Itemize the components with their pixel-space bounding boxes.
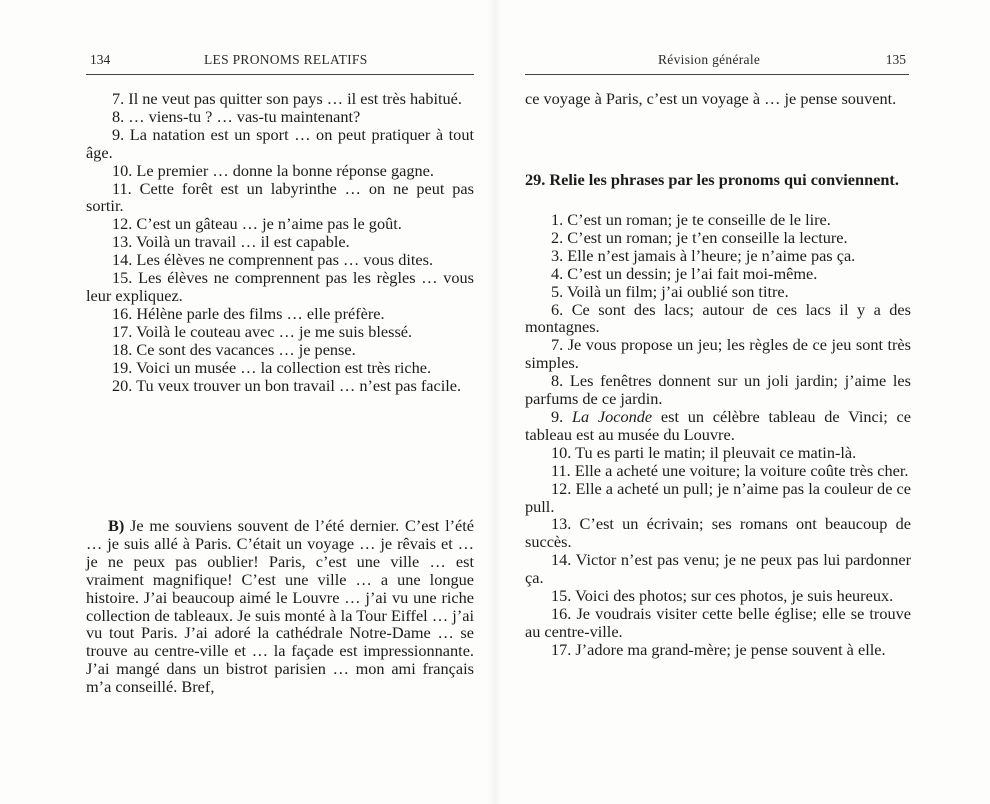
section-b-text: Je me souviens souvent de l’été dernier. C’est l’été … je suis allé à Paris. C’était un voyage … je rêvais et … je ne peux pas oublier! Paris, c’est une ville … est vraiment magnifique! C’est une ville … a une longue histoire. J’ai beaucoup aimé le Louvre … j’ai vu une riche collection de tableaux. Je suis monté à la Tour Eiffel … j’ai vu tout Paris. J’ai adoré la cathédrale Notre-Dame … se trouve au centre-ville et … la façade est impressionnante. J’ai mangé dans un bistrot parisien … mon ami français m’a conseillé. Bref, <box>86 516 475 697</box>
exercise-item: 14. Victor n’est pas venu; je ne peux pas lui pardonner ça. <box>525 550 911 588</box>
exercise-item: 12. Elle a acheté un pull; je n’aime pas la couleur de ce pull. <box>525 478 911 516</box>
exercise-item: 11. Elle a acheté une voiture; la voiture coûte très cher. <box>551 460 909 480</box>
exercise-item-9 <box>525 408 911 444</box>
section-b-paragraph <box>86 517 474 696</box>
exercise-item: 11. Cette forêt est un labyrinthe … on ne peut pas sortir. <box>86 178 474 216</box>
exercise-heading: 29. Relie les phrases par les pronoms qui conviennent. <box>525 170 899 189</box>
exercise-item: 16. Je voudrais visiter cette belle église; elle se trouve au centre-ville. <box>525 603 911 641</box>
exercise-item: 19. Voici un musée … la collection est très riche. <box>112 357 432 377</box>
right-page <box>495 0 990 804</box>
exercise-item: 20. Tu veux trouver un bon travail … n’est pas facile. <box>112 375 462 395</box>
item-9-rest: est un célèbre tableau de Vinci; ce tableau est au musée du Louvre. <box>525 406 911 444</box>
exercise-item: 13. C’est un écrivain; ses romans ont beaucoup de succès. <box>525 514 911 552</box>
right-running-title: Révision générale <box>658 52 761 67</box>
left-exercise-items <box>86 90 474 394</box>
exercise-item: 15. Les élèves ne comprennent pas les règles … vous leur expliquez. <box>86 268 474 305</box>
exercise-item: 8. Les fenêtres donnent sur un joli jardin; j’aime les parfums de ce jardin. <box>525 371 911 409</box>
exercise-item: 7. Je vous propose un jeu; les règles de ce jeu sont très simples. <box>525 335 911 373</box>
right-page-number: 135 <box>885 52 906 67</box>
exercise-item: 13. Voilà un travail … il est capable. <box>112 232 350 252</box>
exercise-item: 10. Le premier … donne la bonne réponse gagne. <box>112 160 434 180</box>
item-9-number: 9. <box>551 406 564 426</box>
exercise-item: 5. Voilà un film; j’ai oublié son titre. <box>551 281 789 301</box>
exercise-item: 8. … viens-tu ? … vas-tu maintenant? <box>112 106 361 126</box>
paragraph-continuation: ce voyage à Paris, c’est un voyage à … je pense souvent. <box>525 89 897 108</box>
left-running-head <box>86 52 476 74</box>
item-9-title: La Joconde <box>571 406 653 426</box>
exercise-item: 6. Ce sont des lacs; autour de ces lacs il y a des montagnes. <box>525 299 911 337</box>
right-header-rule <box>525 74 909 75</box>
exercise-item: 15. Voici des photos; sur ces photos, je suis heureux. <box>551 586 894 606</box>
exercise-item: 16. Hélène parle des films … elle préfère. <box>112 303 385 323</box>
left-page-number: 134 <box>90 52 111 67</box>
exercise-item: 9. La natation est un sport … on peut pratiquer à tout âge. <box>86 124 474 162</box>
right-running-head <box>524 52 910 74</box>
exercise-item: 1. C’est un roman; je te conseille de le lire. <box>551 210 831 229</box>
exercise-item: 14. Les élèves ne comprennent pas … vous dites. <box>112 250 434 270</box>
exercise-item: 3. Elle n’est jamais à l’heure; je n’aime pas ça. <box>551 245 856 265</box>
exercise-item: 4. C’est un dessin; je l’ai fait moi-même. <box>551 263 818 283</box>
section-b-label: B) <box>108 516 125 535</box>
left-header-rule <box>86 74 474 75</box>
exercise-item: 12. C’est un gâteau … je n’aime pas le goût. <box>112 214 402 234</box>
right-exercise-items <box>525 211 911 659</box>
exercise-item: 17. Voilà le couteau avec … je me suis blessé. <box>112 321 413 341</box>
left-running-title: LES PRONOMS RELATIFS <box>204 52 368 67</box>
exercise-item: 10. Tu es parti le matin; il pleuvait ce matin-là. <box>551 442 857 462</box>
exercise-item: 17. J’adore ma grand-mère; je pense souvent à elle. <box>551 639 886 659</box>
exercise-item: 18. Ce sont des vacances … je pense. <box>112 339 356 359</box>
exercise-item: 2. C’est un roman; je t’en conseille la lecture. <box>551 227 848 247</box>
exercise-item: 7. Il ne veut pas quitter son pays … il est très habitué. <box>112 89 462 108</box>
